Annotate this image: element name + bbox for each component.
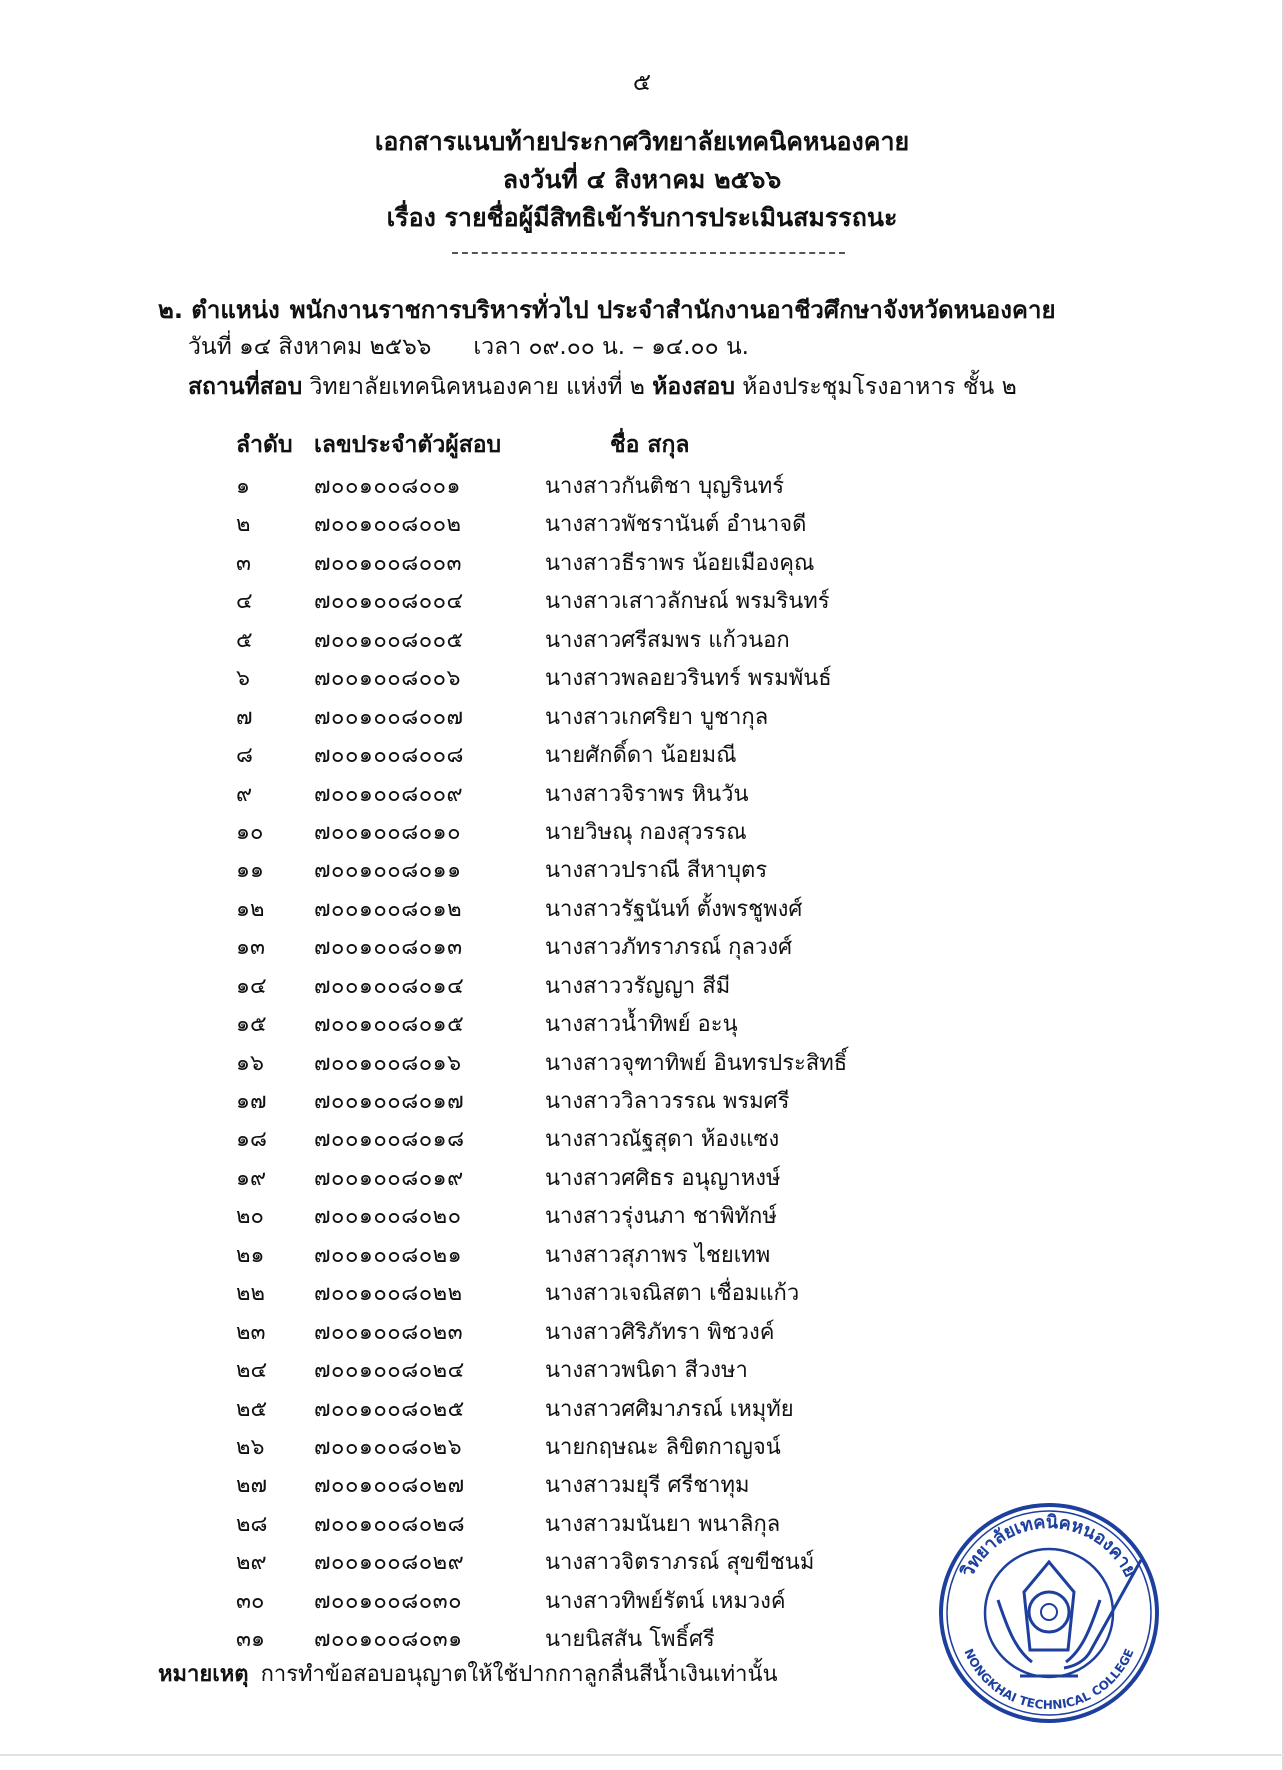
row-number: ๑๗ [236, 1089, 267, 1114]
venue-label: สถานที่สอบ [188, 374, 303, 400]
candidate-name: นางสาวมนันยา พนาลิกุล [545, 1511, 781, 1537]
college-seal [936, 1500, 1162, 1726]
row-number: ๑๑ [236, 858, 264, 884]
table-row [0, 1194, 1284, 1232]
candidate-name: นางสาวศรีสมพร แก้วนอก [545, 627, 790, 653]
document-title-line3: เรื่อง รายชื่อผู้มีสิทธิเข้ารับการประเมินสมรรถนะ [386, 203, 898, 232]
candidate-name: นางสาวศศิธร อนุญาหงษ์ [545, 1165, 781, 1191]
row-number: ๒๖ [236, 1434, 265, 1460]
candidate-id: ๗๐๐๑๐๐๘๐๒๘ [314, 1511, 466, 1537]
candidate-id: ๗๐๐๑๐๐๘๐๒๓ [314, 1319, 464, 1345]
candidate-id: ๗๐๐๑๐๐๘๐๓๐ [314, 1588, 463, 1614]
table-row [0, 656, 1284, 694]
candidate-name: นางสาวณัฐสุดา ห้องแซง [545, 1127, 780, 1153]
candidate-id: ๗๐๐๑๐๐๘๐๑๕ [314, 1012, 465, 1038]
candidate-name: นางสาวเจณิสตา เชื่อมแก้ว [545, 1281, 800, 1307]
seal-graphic [936, 1500, 1162, 1726]
seal-thai-text: วิทยาลัยเทคนิคหนองคาย [957, 1511, 1141, 1581]
candidate-name: นางสาวเสาวลักษณ์ พรมรินทร์ [545, 589, 830, 615]
position-label: ๒. ตำแหน่ง [158, 296, 280, 324]
candidate-id: ๗๐๐๑๐๐๘๐๒๙ [314, 1550, 465, 1576]
row-number: ๒๘ [236, 1511, 268, 1537]
seal-english-text: NONGKHAI TECHNICAL COLLEGE [961, 1646, 1137, 1713]
table-row [0, 1233, 1284, 1271]
candidate-name: นางสาวปราณี สีหาบุตร [545, 858, 768, 884]
row-number: ๓ [236, 550, 252, 576]
candidate-id: ๗๐๐๑๐๐๘๐๐๗ [314, 704, 464, 730]
candidate-name: นายนิสสัน โพธิ์ศรี [545, 1627, 715, 1653]
candidate-id: ๗๐๐๑๐๐๘๐๐๒ [314, 512, 462, 538]
candidate-name: นางสาวธีราพร น้อยเมืองคุณ [545, 550, 815, 576]
header-name: ชื่อ สกุล [610, 432, 690, 458]
row-number: ๙ [236, 781, 253, 807]
table-row [0, 887, 1284, 925]
table-row [0, 464, 1284, 502]
document-title-line1: เอกสารแนบท้ายประกาศวิทยาลัยเทคนิคหนองคาย [374, 127, 910, 156]
room-value: ห้องประชุมโรงอาหาร ชั้น ๒ [742, 374, 1017, 400]
table-row [0, 1117, 1284, 1155]
candidate-id: ๗๐๐๑๐๐๘๐๑๒ [314, 896, 463, 922]
row-number: ๕ [236, 627, 253, 653]
row-number: ๔ [236, 589, 253, 615]
row-number: ๒๕ [236, 1396, 268, 1422]
table-row [0, 502, 1284, 540]
row-number: ๑๕ [236, 1012, 267, 1038]
candidate-name: นายศักดิ์ดา น้อยมณี [545, 743, 737, 769]
candidate-name: นางสาวสุภาพร ไชยเทพ [545, 1242, 771, 1268]
candidate-name: นางสาวจุฑาทิพย์ อินทรประสิทธิ์ [545, 1050, 848, 1076]
header-no: ลำดับ [236, 432, 293, 458]
row-number: ๑๘ [236, 1127, 267, 1153]
header-id: เลขประจำตัวผู้สอบ [314, 432, 502, 458]
candidate-name: นางสาวศศิมาภรณ์ เหมุทัย [545, 1396, 794, 1422]
table-row [0, 1041, 1284, 1079]
document-title-line2: ลงวันที่ ๔ สิงหาคม ๒๕๖๖ [502, 165, 782, 194]
candidate-id: ๗๐๐๑๐๐๘๐๒๕ [314, 1396, 465, 1422]
exam-time: เวลา ๐๙.๐๐ น. – ๑๔.๐๐ น. [473, 334, 749, 360]
schedule-line [188, 329, 749, 365]
table-row [0, 618, 1284, 656]
note-text: การทำข้อสอบอนุญาตให้ใช้ปากกาลูกลื่นสีน้ำเงินเท่านั้น [260, 1662, 778, 1687]
table-row [0, 1156, 1284, 1194]
table-row [0, 1348, 1284, 1386]
table-row [0, 1387, 1284, 1425]
row-number: ๘ [236, 743, 253, 769]
table-row [0, 733, 1284, 771]
table-row [0, 964, 1284, 1002]
candidate-name: นางสาวพนิดา สีวงษา [545, 1358, 748, 1384]
position-value: พนักงานราชการบริหารทั่วไป ประจำสำนักงานอาชีวศึกษาจังหวัดหนองคาย [289, 296, 1056, 324]
row-number: ๑๔ [236, 973, 267, 999]
row-number: ๓๑ [236, 1627, 266, 1653]
candidate-name: นายกฤษณะ ลิขิตกาญจน์ [545, 1434, 781, 1460]
row-number: ๑๓ [236, 935, 266, 961]
candidate-name: นางสาวศิริภัทรา พิชวงค์ [545, 1319, 775, 1345]
row-number: ๓๐ [236, 1588, 265, 1614]
candidate-id: ๗๐๐๑๐๐๘๐๒๒ [314, 1281, 463, 1307]
table-row [0, 1463, 1284, 1501]
candidate-id: ๗๐๐๑๐๐๘๐๐๔ [314, 589, 464, 615]
note-label: หมายเหตุ [158, 1662, 249, 1687]
table-row [0, 541, 1284, 579]
row-number: ๒๗ [236, 1473, 268, 1499]
candidate-name: นางสาวรัฐนันท์ ตั้งพรชูพงศ์ [545, 896, 803, 922]
table-row [0, 579, 1284, 617]
candidate-name: นางสาวจิราพร หินวัน [545, 781, 749, 807]
candidate-name: นางสาววิลาวรรณ พรมศรี [545, 1089, 790, 1114]
table-row [0, 848, 1284, 886]
row-number: ๑ [236, 474, 250, 499]
candidate-id: ๗๐๐๑๐๐๘๐๑๐ [314, 819, 462, 845]
row-number: ๒๔ [236, 1358, 268, 1384]
candidate-id: ๗๐๐๑๐๐๘๐๒๑ [314, 1242, 463, 1268]
table-row [0, 772, 1284, 810]
candidate-id: ๗๐๐๑๐๐๘๐๐๑ [314, 474, 462, 499]
position-heading [158, 290, 1056, 329]
footnote [158, 1656, 778, 1691]
candidate-name: นางสาวภัทราภรณ์ กุลวงศ์ [545, 935, 793, 961]
candidate-list [0, 464, 1284, 1656]
candidate-id: ๗๐๐๑๐๐๘๐๐๙ [314, 781, 464, 807]
row-number: ๑๙ [236, 1165, 267, 1191]
room-label: ห้องสอบ [652, 374, 735, 400]
candidate-id: ๗๐๐๑๐๐๘๐๒๖ [314, 1434, 463, 1460]
candidate-name: นางสาวทิพย์รัตน์ เหมวงค์ [545, 1588, 786, 1614]
table-row [0, 1310, 1284, 1348]
row-number: ๒๑ [236, 1242, 265, 1268]
row-number: ๑๐ [236, 819, 264, 845]
table-row [0, 695, 1284, 733]
row-number: ๒๒ [236, 1281, 266, 1307]
candidate-name: นางสาวกันติชา บุญรินทร์ [545, 474, 785, 499]
candidate-name: นางสาวมยุรี ศรีชาทุม [545, 1473, 750, 1499]
table-header [0, 427, 1284, 461]
table-row [0, 810, 1284, 848]
dashed-divider [452, 252, 845, 254]
candidate-id: ๗๐๐๑๐๐๘๐๑๗ [314, 1089, 465, 1114]
candidate-id: ๗๐๐๑๐๐๘๐๑๔ [314, 973, 465, 999]
table-row [0, 1271, 1284, 1309]
row-number: ๑๖ [236, 1050, 264, 1076]
exam-date: วันที่ ๑๔ สิงหาคม ๒๕๖๖ [188, 334, 432, 360]
candidate-id: ๗๐๐๑๐๐๘๐๑๙ [314, 1165, 464, 1191]
page-number: ๕ [632, 68, 652, 96]
venue-value: วิทยาลัยเทคนิคหนองคาย แห่งที่ ๒ [309, 374, 645, 400]
row-number: ๒๙ [236, 1550, 267, 1576]
candidate-id: ๗๐๐๑๐๐๘๐๒๗ [314, 1473, 465, 1499]
candidate-id: ๗๐๐๑๐๐๘๐๑๓ [314, 935, 463, 961]
venue-line [188, 369, 1017, 405]
candidate-name: นางสาวน้ำทิพย์ อะนุ [545, 1012, 738, 1038]
table-row [0, 1079, 1284, 1117]
candidate-id: ๗๐๐๑๐๐๘๐๐๓ [314, 550, 463, 576]
candidate-id: ๗๐๐๑๐๐๘๐๒๔ [314, 1358, 465, 1384]
candidate-name: นางสาวเกศริยา บูชากุล [545, 704, 769, 730]
row-number: ๒๓ [236, 1319, 266, 1345]
candidate-id: ๗๐๐๑๐๐๘๐๐๕ [314, 627, 464, 653]
table-row [0, 925, 1284, 963]
candidate-id: ๗๐๐๑๐๐๘๐๒๐ [314, 1204, 462, 1230]
candidate-id: ๗๐๐๑๐๐๘๐๑๘ [314, 1127, 465, 1153]
row-number: ๑๒ [236, 896, 265, 922]
table-row [0, 1002, 1284, 1040]
candidate-id: ๗๐๐๑๐๐๘๐๓๑ [314, 1627, 463, 1653]
candidate-id: ๗๐๐๑๐๐๘๐๑๑ [314, 858, 462, 884]
candidate-name: นางสาวพลอยวรินทร์ พรมพันธ์ [545, 666, 832, 692]
candidate-name: นางสาววรัญญา สีมี [545, 973, 731, 999]
row-number: ๗ [236, 704, 253, 730]
candidate-name: นางสาวรุ่งนภา ชาพิทักษ์ [545, 1204, 777, 1230]
candidate-id: ๗๐๐๑๐๐๘๐๐๘ [314, 743, 465, 769]
row-number: ๖ [236, 666, 250, 692]
candidate-id: ๗๐๐๑๐๐๘๐๑๖ [314, 1050, 462, 1076]
candidate-id: ๗๐๐๑๐๐๘๐๐๖ [314, 666, 462, 692]
candidate-name: นางสาวจิตราภรณ์ สุขขีชนม์ [545, 1550, 815, 1576]
candidate-name: นางสาวพัชรานันต์ อำนาจดี [545, 512, 807, 538]
row-number: ๒๐ [236, 1204, 264, 1230]
row-number: ๒ [236, 512, 251, 538]
table-row [0, 1425, 1284, 1463]
candidate-name: นายวิษณุ กองสุวรรณ [545, 819, 747, 845]
page-edge-bottom [0, 1754, 1284, 1756]
